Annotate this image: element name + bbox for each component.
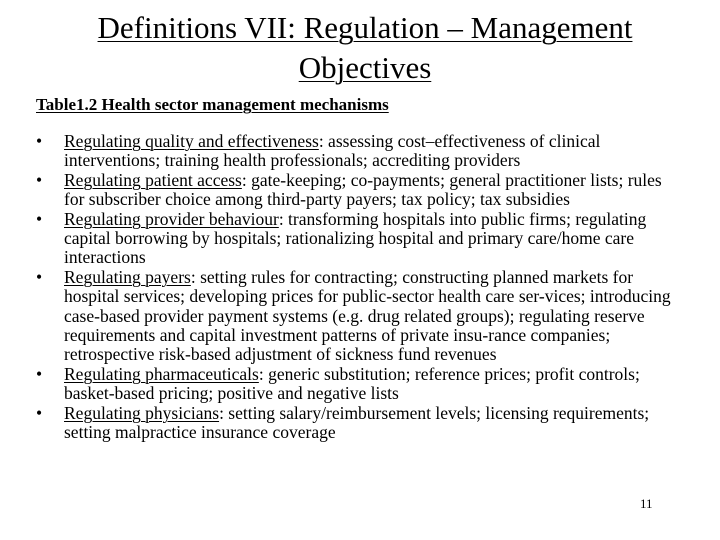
item-text: : setting salary/reimbursement levels; licensing requirements; setting malpractice insurance coverage — [64, 402, 650, 443]
item-term: Regulating payers — [64, 266, 191, 287]
page-number: 11 — [640, 496, 653, 511]
item-text: : setting rules for contracting; constructing planned markets for hospital services; developing prices for public-sector health care ser-vices; introducing case-based provider payment systems (e.g. drug related groups); regulating reserve requirements and capital investment patterns of private insu-rance companies; retrospective risk-based adjustment of sickness fund revenues — [64, 266, 671, 365]
bullet-icon: • — [36, 266, 43, 287]
mechanism-list — [36, 132, 676, 443]
list-item — [36, 132, 676, 171]
bullet-icon: • — [36, 131, 43, 151]
list-item — [36, 171, 676, 210]
item-text: : transforming hospitals into public firms; regulating capital borrowing by hospitals; rationalizing hospital and primary care/home care interactions — [64, 208, 647, 268]
list-item — [36, 404, 676, 443]
item-term: Regulating patient access — [64, 169, 242, 190]
item-term: Regulating provider behaviour — [64, 208, 279, 229]
list-item — [36, 268, 676, 365]
item-text: : gate-keeping; co-payments; general practitioner lists; rules for subscriber choice among third-party payers; tax policy; tax subsidies — [64, 169, 662, 210]
item-text: : assessing cost–effectiveness of clinical interventions; training health professionals; accrediting providers — [64, 131, 601, 171]
bullet-icon: • — [36, 402, 43, 423]
bullet-icon: • — [36, 169, 43, 190]
bullet-icon: • — [36, 208, 43, 229]
list-item — [36, 365, 676, 404]
item-text: : generic substitution; reference prices; profit controls; basket-based pricing; positive and negative lists — [64, 363, 640, 404]
bullet-icon: • — [36, 363, 43, 384]
item-term: Regulating physicians — [64, 402, 220, 423]
table-caption: Table1.2 Health sector management mechanisms — [36, 95, 389, 114]
item-term: Regulating quality and effectiveness — [64, 131, 319, 151]
item-term: Regulating pharmaceuticals — [64, 363, 259, 384]
list-item — [36, 210, 676, 268]
slide-title: Definitions VII: Regulation – Management Objectives — [97, 10, 633, 85]
